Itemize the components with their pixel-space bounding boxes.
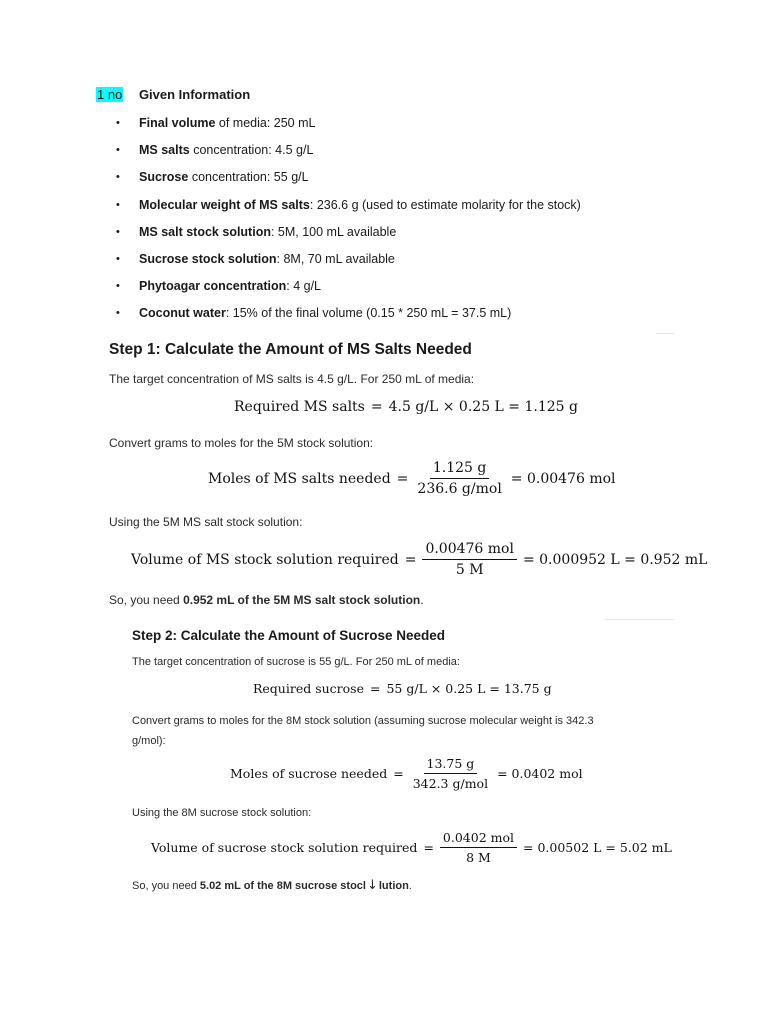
- step1-title: Step 1: Calculate the Amount of MS Salts Needed: [109, 341, 472, 358]
- step1-using-text: Using the 5M MS salt stock solution:: [109, 515, 303, 529]
- list-item: • Final volume of media: 250 mL: [116, 116, 316, 130]
- bullet-icon: •: [116, 171, 120, 184]
- step1-equation-volume: Volume of MS stock solution required = $\frac{\text{0.00476 mol}}{5 M}$ = 0.000952 L = 0.952 mL: [131, 541, 708, 578]
- step2-convert-text-line1: Convert grams to moles for the 8M stock solution (assuming sucrose molecular weight is 342.3: [132, 715, 594, 727]
- list-item: • Sucrose concentration: 55 g/L: [116, 170, 309, 185]
- step2-equation-volume: Volume of sucrose stock solution required = $\frac{\text{0.0402 mol}}{8 M}$ = 0.00502 L = 5.02 mL: [151, 830, 672, 865]
- step2-equation-required: Required sucrose = 55 g/L × 0.25 L = 13.75 g: [253, 681, 552, 696]
- list-item: • Phytoagar concentration: 4 g/L: [116, 279, 321, 294]
- step2-convert-text-line2: g/mol):: [132, 735, 166, 747]
- bullet-icon: •: [116, 144, 120, 157]
- divider: [656, 333, 674, 334]
- step2-using-text: Using the 8M sucrose stock solution:: [132, 807, 312, 819]
- given-information-title: Given Information: [138, 87, 251, 102]
- list-item: • MS salts concentration: 4.5 g/L: [116, 143, 314, 158]
- bullet-icon: •: [116, 225, 120, 238]
- bullet-icon: •: [116, 307, 120, 320]
- step1-intro: The target concentration of MS salts is 4.5 g/L. For 250 mL of media:: [109, 372, 475, 386]
- step1-convert-text: Convert grams to moles for the 5M stock solution:: [109, 436, 374, 450]
- fraction: $\frac{\text{0.00476 mol}}{5 M}$: [422, 541, 517, 578]
- list-item: • Sucrose stock solution: 8M, 70 mL available: [116, 251, 395, 266]
- step2-equation-moles: Moles of sucrose needed = $\frac{13.75 g}{\text{342.3 g/mol}}$ = 0.0402 mol: [230, 756, 583, 791]
- list-item: • Coconut water: 15% of the final volume (0.15 * 250 mL = 37.5 mL): [116, 306, 512, 321]
- list-item: • Molecular weight of MS salts: 236.6 g (used to estimate molarity for the stock): [116, 197, 581, 212]
- question-number-highlight: 1 no: [97, 87, 123, 102]
- step2-result: So, you need 5.02 mL of the 8M sucrose stocl↓lution.: [132, 878, 412, 893]
- given-information-heading: [96, 87, 250, 102]
- bullet-icon: •: [116, 117, 120, 129]
- fraction: $\frac{1.125 g}{\text{236.6 g/mol}}$: [417, 460, 502, 497]
- step1-equation-required: Required MS salts = 4.5 g/L × 0.25 L = 1.125 g: [234, 399, 578, 415]
- bullet-icon: •: [116, 280, 120, 293]
- divider: [604, 619, 674, 620]
- fraction: $\frac{\text{0.0402 mol}}{8 M}$: [440, 830, 517, 865]
- step1-result: So, you need 0.952 mL of the 5M MS salt stock solution.: [109, 593, 424, 607]
- given-information-list: [116, 114, 736, 332]
- step1-equation-moles: Moles of MS salts needed = $\frac{1.125 g}{\text{236.6 g/mol}}$ = 0.00476 mol: [208, 460, 616, 497]
- list-item: • MS salt stock solution: 5M, 100 mL available: [116, 224, 397, 239]
- step2-intro: The target concentration of sucrose is 55 g/L. For 250 mL of media:: [132, 656, 460, 668]
- bullet-icon: •: [116, 252, 120, 265]
- fraction: $\frac{13.75 g}{\text{342.3 g/mol}}$: [412, 756, 489, 791]
- bullet-icon: •: [116, 198, 120, 211]
- step2-title: Step 2: Calculate the Amount of Sucrose Needed: [132, 628, 446, 643]
- arrow-down-icon[interactable]: ↓: [366, 878, 378, 893]
